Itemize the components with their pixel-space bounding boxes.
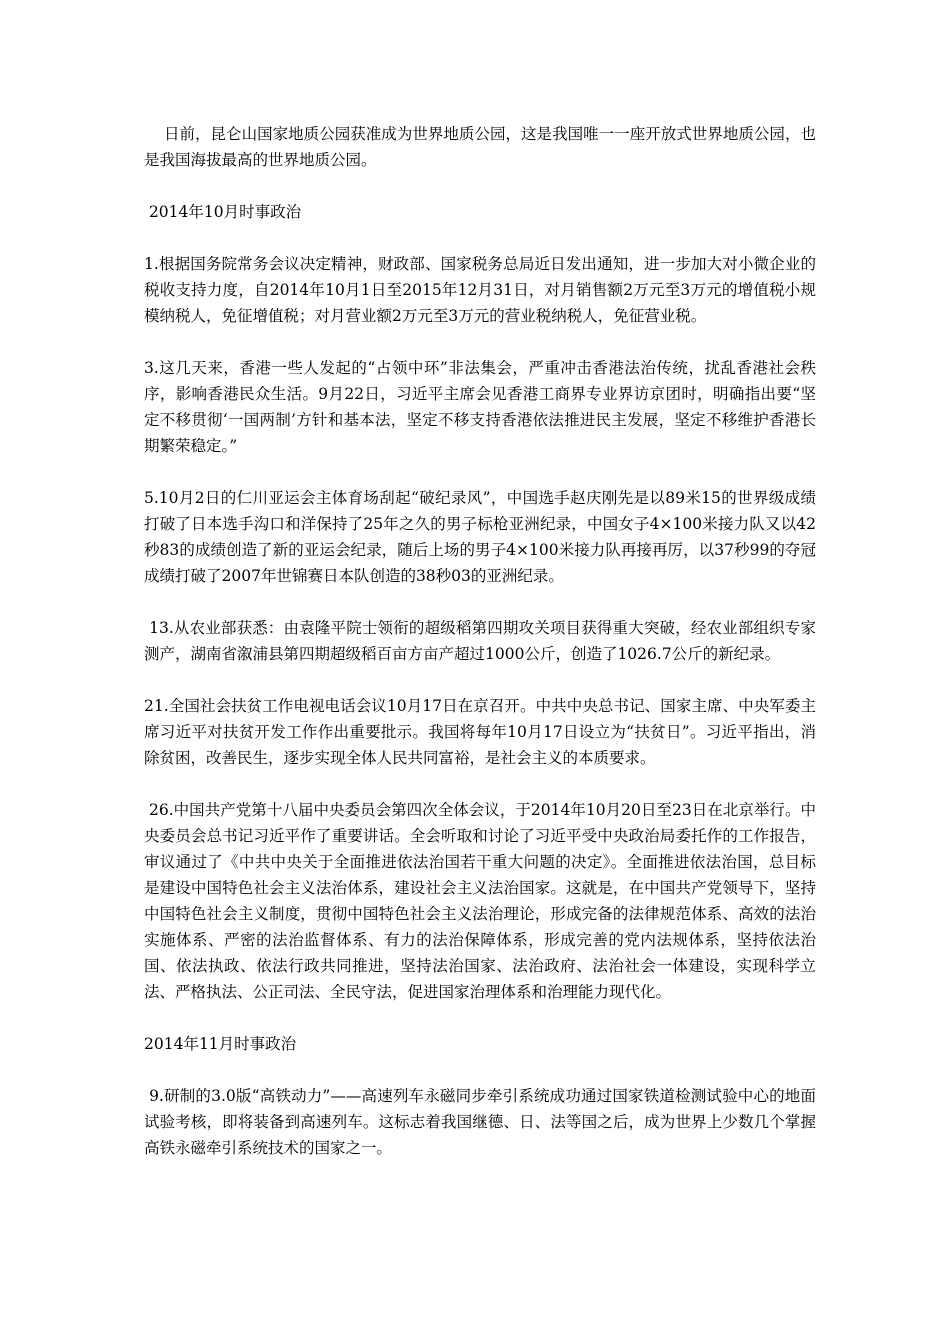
document-body: [144, 121, 816, 1187]
news-item-3: 3.这几天来，香港一些人发起的“占领中环”非法集会，严重冲击香港法治传统，扰乱香港社会秩序，影响香港民众生活。9月22日，习近平主席会见香港工商界专业界访京团时，明确指出要“坚定不移贯彻‘一国两制’方针和基本法，坚定不移支持香港依法推进民主发展，坚定不移维护香港长期繁荣稳定。”: [144, 359, 816, 455]
news-item-5: 5.10月2日的仁川亚运会主体育场刮起“破纪录风”，中国选手赵庆刚先是以89米15的世界级成绩打破了日本选手沟口和洋保持了25年之久的男子标枪亚洲纪录，中国女子4×100米接力队又以42秒83的成绩创造了新的亚运会纪录，随后上场的男子4×100米接力队再接再厉，以37秒99的夺冠成绩打破了2007年世锦赛日本队创造的38秒03的亚洲纪录。: [144, 489, 816, 585]
section-heading-november: 2014年11月时事政治: [144, 1035, 297, 1053]
intro-paragraph: 日前，昆仑山国家地质公园获准成为世界地质公园，这是我国唯一一座开放式世界地质公园，也是我国海拔最高的世界地质公园。: [144, 125, 816, 169]
news-item-21: 21.全国社会扶贫工作电视电话会议10月17日在京召开。中共中央总书记、国家主席、中央军委主席习近平对扶贫开发工作作出重要批示。我国将每年10月17日设立为“扶贫日”。习近平指出，消除贫困，改善民生，逐步实现全体人民共同富裕，是社会主义的本质要求。: [144, 697, 816, 767]
news-item-1: 1.根据国务院常务会议决定精神，财政部、国家税务总局近日发出通知，进一步加大对小微企业的税收支持力度，自2014年10月1日至2015年12月31日，对月销售额2万元至3万元的增值税小规模纳税人，免征增值税；对月营业额2万元至3万元的营业税纳税人，免征营业税。: [144, 255, 816, 325]
news-item-9: 9.研制的3.0版“高铁动力”——高速列车永磁同步牵引系统成功通过国家铁道检测试验中心的地面试验考核，即将装备到高速列车。这标志着我国继德、日、法等国之后，成为世界上少数几个掌握高铁永磁牵引系统技术的国家之一。: [144, 1087, 816, 1157]
news-item-26: 26.中国共产党第十八届中央委员会第四次全体会议，于2014年10月20日至23日在北京举行。中央委员会总书记习近平作了重要讲话。全会听取和讨论了习近平受中央政治局委托作的工作报告，审议通过了《中共中央关于全面推进依法治国若干重大问题的决定》。全面推进依法治国，总目标是建设中国特色社会主义法治体系，建设社会主义法治国家。这就是，在中国共产党领导下，坚持中国特色社会主义制度，贯彻中国特色社会主义法治理论，形成完备的法律规范体系、高效的法治实施体系、严密的法治监督体系、有力的法治保障体系，形成完善的党内法规体系，坚持依法治国、依法执政、依法行政共同推进，坚持法治国家、法治政府、法治社会一体建设，实现科学立法、严格执法、公正司法、全民守法，促进国家治理体系和治理能力现代化。: [144, 801, 816, 1001]
section-heading-october: 2014年10月时事政治: [144, 203, 302, 221]
news-item-13: 13.从农业部获悉：由袁隆平院士领衔的超级稻第四期攻关项目获得重大突破，经农业部组织专家测产，湖南省溆浦县第四期超级稻百亩方亩产超过1000公斤，创造了1026.7公斤的新纪录。: [144, 619, 816, 663]
